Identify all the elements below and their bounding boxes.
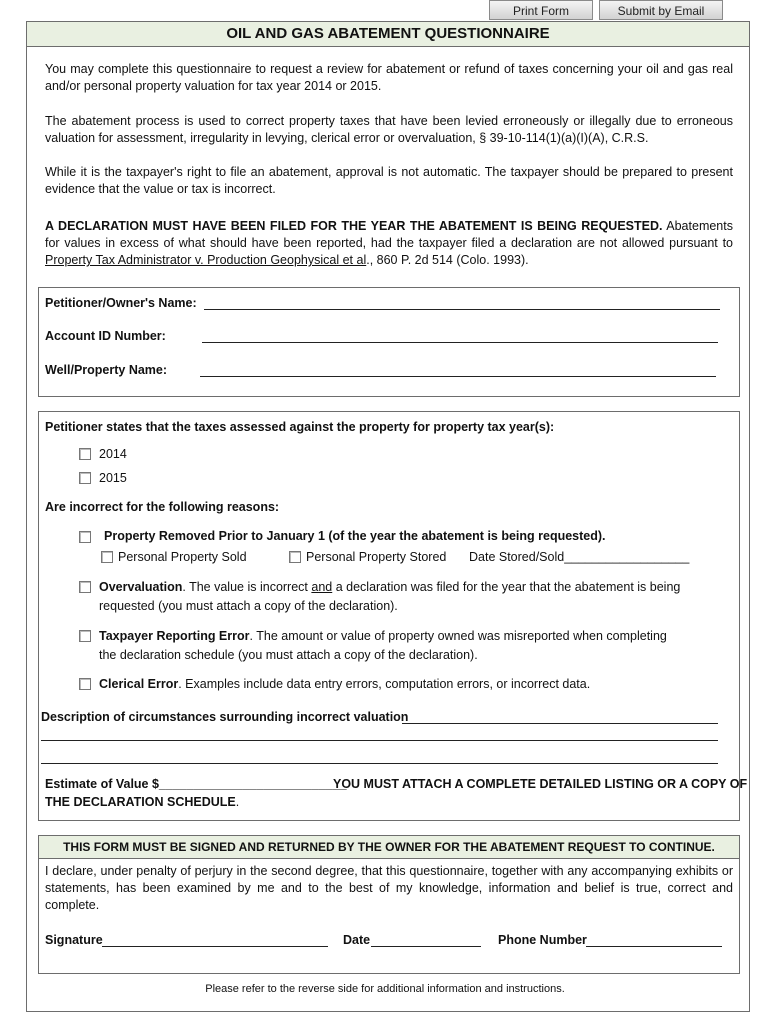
taxpayer-reporting-error-checkbox[interactable] [79, 630, 91, 642]
owner-name-field[interactable] [204, 309, 720, 310]
declaration-warning: A DECLARATION MUST HAVE BEEN FILED FOR THE YEAR THE ABATEMENT IS BEING REQUESTED. [45, 219, 663, 233]
signature-section-header: THIS FORM MUST BE SIGNED AND RETURNED BY THE OWNER FOR THE ABATEMENT REQUEST TO CONTINUE. [38, 835, 740, 859]
overvaluation-and: and [311, 580, 333, 594]
description-field-line-3[interactable] [41, 763, 718, 764]
clerical-error-checkbox[interactable] [79, 678, 91, 690]
taxpayer-reporting-error-text-b: the declaration schedule (you must attach a copy of the declaration). [99, 648, 478, 662]
overvaluation-text [99, 580, 680, 594]
intro-p4-text-a: Abatements for values in excess of what should have been reported, had the taxpayer filed a declaration are not allowed pursuant to [45, 219, 733, 250]
signature-field[interactable] [102, 946, 328, 947]
petitioner-states-label: Petitioner states that the taxes assessed against the property for property tax year(s): [45, 420, 555, 434]
phone-number-label: Phone Number [498, 933, 587, 947]
must-attach-notice: YOU MUST ATTACH A COMPLETE DETAILED LISTING OR A COPY OF [333, 777, 748, 791]
intro-paragraph-3: While it is the taxpayer's right to file an abatement, approval is not automatic. The taxpayer should be prepared to present evidence that the value or tax is incorrect. [45, 165, 733, 196]
personal-property-sold-checkbox[interactable] [101, 551, 113, 563]
intro-paragraph-1: You may complete this questionnaire to request a review for abatement or refund of taxes concerning your oil and gas real and/or personal property valuation for tax year 2014 or 2015. [45, 62, 733, 93]
page-title: OIL AND GAS ABATEMENT QUESTIONNAIRE [26, 21, 750, 47]
account-id-label: Account ID Number: [45, 329, 166, 343]
personal-property-sold-label: Personal Property Sold [118, 550, 247, 564]
taxpayer-reporting-error-title: Taxpayer Reporting Error [99, 629, 250, 643]
owner-name-label: Petitioner/Owner's Name: [45, 296, 197, 310]
declaration-schedule-period: . [235, 795, 240, 809]
clerical-error-text-a: . Examples include data entry errors, computation errors, or incorrect data. [178, 677, 591, 691]
incorrect-reasons-label: Are incorrect for the following reasons: [45, 500, 280, 514]
clerical-error-title: Clerical Error [99, 677, 179, 691]
taxpayer-reporting-error-text-a: . The amount or value of property owned was misreported when completing [249, 629, 667, 643]
declaration-schedule-label: THE DECLARATION SCHEDULE [45, 795, 236, 809]
overvaluation-text-b: a declaration was filed for the year that the abatement is being [332, 580, 681, 594]
footer-note: Please refer to the reverse side for additional information and instructions. [205, 983, 565, 995]
personal-property-stored-label: Personal Property Stored [306, 550, 447, 564]
case-citation: Property Tax Administrator v. Production Geophysical et al [45, 253, 367, 267]
date-label: Date [343, 933, 371, 947]
overvaluation-title: Overvaluation [99, 580, 183, 594]
well-property-field[interactable] [200, 376, 716, 377]
intro-paragraph-4 [45, 218, 733, 269]
year-2014-checkbox[interactable] [79, 448, 91, 460]
account-id-field[interactable] [202, 342, 718, 343]
date-stored-sold-field[interactable]: Date Stored/Sold__________________ [469, 550, 690, 564]
year-2015-label: 2015 [99, 471, 127, 485]
intro-p4-text-b: ., 860 P. 2d 514 (Colo. 1993). [366, 253, 529, 267]
overvaluation-text-a: . The value is incorrect [182, 580, 312, 594]
year-2015-checkbox[interactable] [79, 472, 91, 484]
reasons-section [38, 411, 740, 821]
date-field[interactable] [371, 946, 481, 947]
signature-label: Signature [45, 933, 103, 947]
overvaluation-checkbox[interactable] [79, 581, 91, 593]
intro-paragraph-2: The abatement process is used to correct property taxes that have been levied erroneously or illegally due to erroneous valuation for assessment, irregularity in levying, clerical error or overvaluation, § 39-10-114(1)(a)(I)(A), C.R.S. [45, 114, 733, 145]
print-form-button[interactable]: Print Form [489, 0, 593, 20]
submit-by-email-button[interactable]: Submit by Email [599, 0, 723, 20]
declaration-schedule-notice [45, 795, 239, 809]
taxpayer-reporting-error-text [99, 629, 667, 643]
personal-property-stored-checkbox[interactable] [289, 551, 301, 563]
overvaluation-text-c: requested (you must attach a copy of the declaration). [99, 599, 398, 613]
description-field-line-1[interactable] [402, 723, 718, 724]
description-field-line-2[interactable] [41, 740, 718, 741]
clerical-error-text [99, 677, 590, 691]
perjury-declaration: I declare, under penalty of perjury in the second degree, that this questionnaire, together with any accompanying exhibits or statements, has been examined by me and to the best of my knowledge, information and belief is true, correct and complete. [45, 864, 733, 912]
phone-number-field[interactable] [586, 946, 722, 947]
property-removed-label: Property Removed Prior to January 1 (of the year the abatement is being requested). [104, 529, 606, 543]
well-property-label: Well/Property Name: [45, 363, 168, 377]
property-removed-checkbox[interactable] [79, 531, 91, 543]
estimate-of-value-field[interactable]: Estimate of Value $___________________________ [45, 777, 347, 791]
year-2014-label: 2014 [99, 447, 127, 461]
description-label: Description of circumstances surrounding incorrect valuation [41, 710, 409, 724]
